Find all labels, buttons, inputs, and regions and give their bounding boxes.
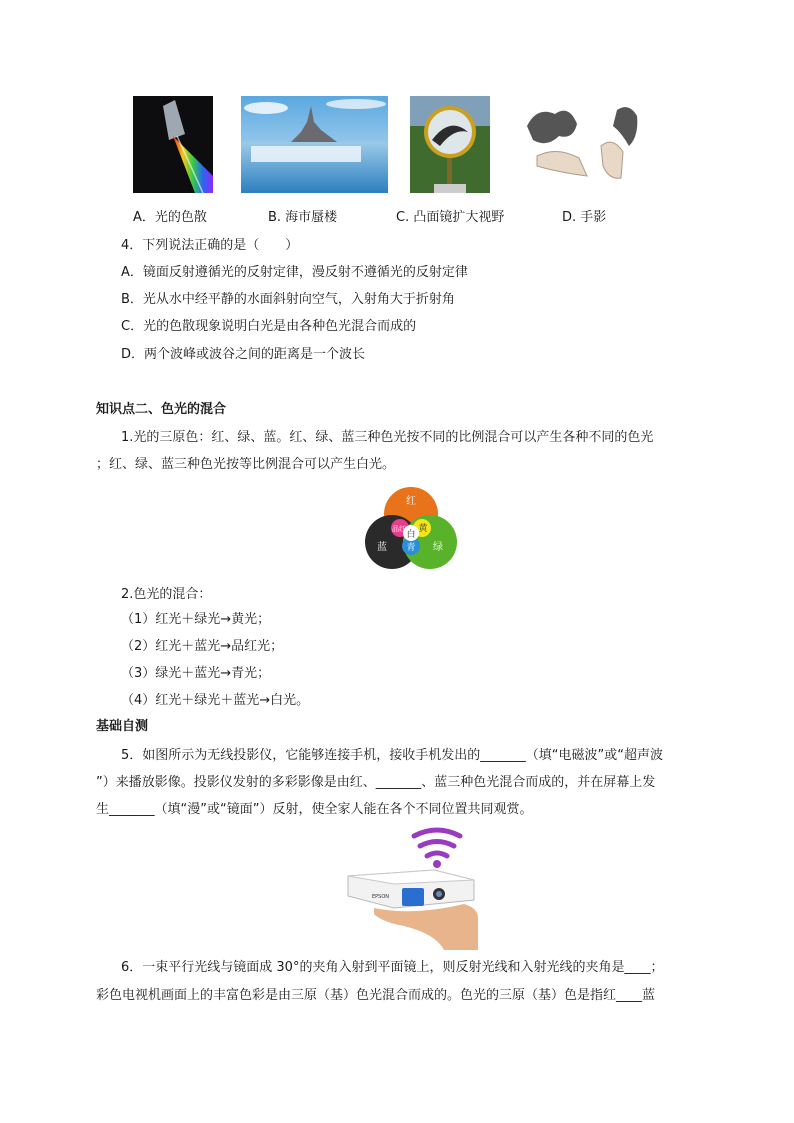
basic-test-heading: 基础自测 xyxy=(96,719,149,734)
caption-c: C. 凸面镜扩大视野 xyxy=(396,210,505,225)
section-para-1-line-1: 1.光的三原色：红、绿、蓝。红、绿、蓝三种色光按不同的比例混合可以产生各种不同的色光 xyxy=(121,430,654,445)
q5-line-3: 生_______（填“漫”或“镜面”）反射，使全家人能在各个不同位置共同观赏。 xyxy=(96,802,533,817)
caption-d: D. 手影 xyxy=(562,210,607,225)
color-mixing-venn-diagram xyxy=(362,484,460,572)
caption-b: B. 海市蜃楼 xyxy=(268,210,338,225)
hand-shadow-image xyxy=(517,96,647,193)
q4-option-b: B．光从水中经平静的水面斜射向空气，入射角大于折射角 xyxy=(121,292,455,307)
venn-label-yellow: 黄 xyxy=(418,524,428,534)
q6-line-2: 彩色电视机画面上的丰富色彩是由三原（基）色光混合而成的。色光的三原（基）色是指红____蓝 xyxy=(96,988,656,1003)
section-heading: 知识点二、色光的混合 xyxy=(96,402,227,417)
mirage-image xyxy=(241,96,388,193)
prism-dispersion-image xyxy=(133,96,213,193)
venn-label-magenta: 品红 xyxy=(392,525,406,533)
q4-stem: 4．下列说法正确的是（ ） xyxy=(121,238,299,253)
venn-label-cyan: 青 xyxy=(406,543,416,553)
q6-line-1: 6．一束平行光线与镜面成 30°的夹角入射到平面镜上，则反射光线和入射光线的夹角是____； xyxy=(121,960,664,975)
venn-label-green: 绿 xyxy=(433,542,443,553)
q5-line-1: 5．如图所示为无线投影仪，它能够连接手机，接收手机发出的_______（填“电磁波”或“超声波 xyxy=(121,748,663,763)
venn-label-red: 红 xyxy=(406,496,416,507)
section-para-1-line-2: ；红、绿、蓝三种色光按等比例混合可以产生白光。 xyxy=(96,457,396,472)
q4-option-a: A．镜面反射遵循光的反射定律，漫反射不遵循光的反射定律 xyxy=(121,265,468,280)
q4-option-d: D．两个波峰或波谷之间的距离是一个波长 xyxy=(121,347,366,362)
wireless-projector-image xyxy=(344,826,478,950)
mix-item-3: （3）绿光＋蓝光→青光； xyxy=(121,666,271,681)
q4-option-c: C．光的色散现象说明白光是由各种色光混合而成的 xyxy=(121,319,417,334)
convex-mirror-image xyxy=(410,96,490,193)
venn-label-blue: 蓝 xyxy=(377,542,387,553)
mix-item-4: （4）红光＋绿光＋蓝光→白光。 xyxy=(121,693,310,708)
section-para-2: 2.色光的混合： xyxy=(121,587,212,602)
mix-item-1: （1）红光＋绿光→黄光； xyxy=(121,612,271,627)
caption-a: A．光的色散 xyxy=(133,210,207,225)
wifi-icon xyxy=(414,830,460,836)
mix-item-2: （2）红光＋蓝光→品红光； xyxy=(121,639,284,654)
venn-label-white: 白 xyxy=(406,530,416,540)
q5-line-2: ”）来播放影像。投影仪发射的多彩影像是由红、_______、蓝三种色光混合而成的，并在屏幕上发 xyxy=(96,775,656,790)
projector-brand-label: EPSON xyxy=(372,894,390,900)
